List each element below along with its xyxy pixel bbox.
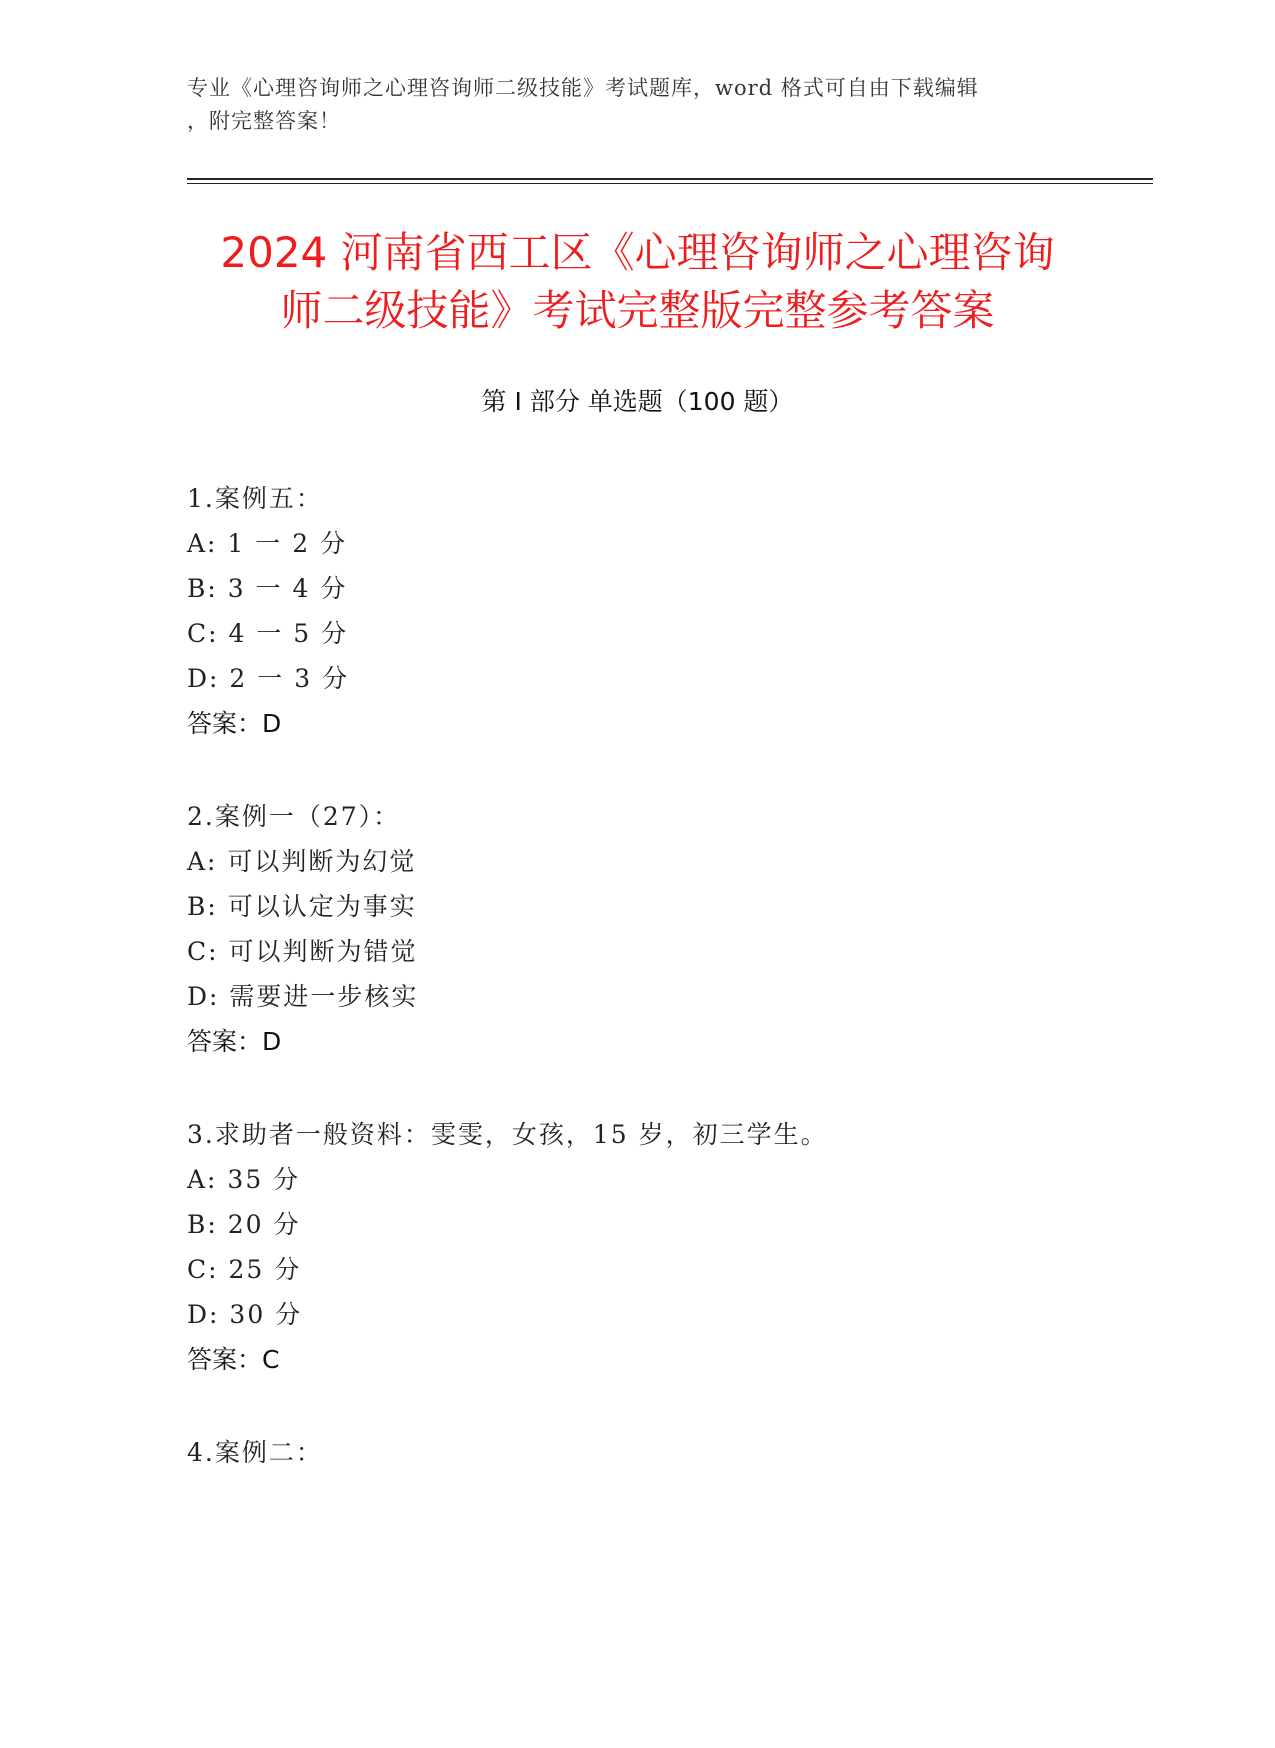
header-divider-thick (187, 178, 1153, 180)
document-header-note (187, 72, 1067, 138)
title-line-1: 2024 河南省西工区《心理咨询师之心理咨询 (220, 228, 1055, 277)
question-1 (187, 476, 1147, 794)
question-2 (187, 794, 1147, 1112)
question-stem: 2.案例一（27）： (187, 802, 401, 831)
option-c: C: 可以判断为错觉 (187, 937, 418, 966)
option-a: A: 可以判断为幻觉 (187, 847, 417, 876)
question-stem: 4.案例二： (187, 1438, 323, 1467)
question-3 (187, 1112, 1147, 1430)
option-c: C: 25 分 (187, 1255, 302, 1284)
header-note-line-1: 专业《心理咨询师之心理咨询师二级技能》考试题库，word 格式可自由下载编辑 (187, 76, 979, 100)
question-4 (187, 1430, 1147, 1748)
answer-key: 答案：C (187, 1345, 280, 1374)
option-d: D: 2 一 3 分 (187, 664, 350, 693)
question-stem: 1.案例五： (187, 484, 323, 513)
option-d: D: 需要进一步核实 (187, 982, 419, 1011)
header-note-line-2: ，附完整答案！ (187, 109, 341, 133)
option-a: A: 1 一 2 分 (187, 529, 348, 558)
option-a: A: 35 分 (187, 1165, 301, 1194)
answer-key: 答案：D (187, 1027, 282, 1056)
option-b: B: 20 分 (187, 1210, 301, 1239)
option-d: D: 30 分 (187, 1300, 303, 1329)
answer-key: 答案：D (187, 709, 282, 738)
option-b: B: 3 一 4 分 (187, 574, 348, 603)
section-heading: 第 I 部分 单选题（100 题） (481, 387, 794, 416)
title-line-2: 师二级技能》考试完整版完整参考答案 (280, 286, 995, 335)
question-list (187, 476, 1147, 1748)
option-b: B: 可以认定为事实 (187, 892, 417, 921)
document-title (150, 224, 1125, 340)
option-c: C: 4 一 5 分 (187, 619, 349, 648)
header-divider-thin (187, 183, 1153, 184)
question-stem: 3.求助者一般资料：雯雯，女孩，15 岁，初三学生。 (187, 1120, 828, 1149)
